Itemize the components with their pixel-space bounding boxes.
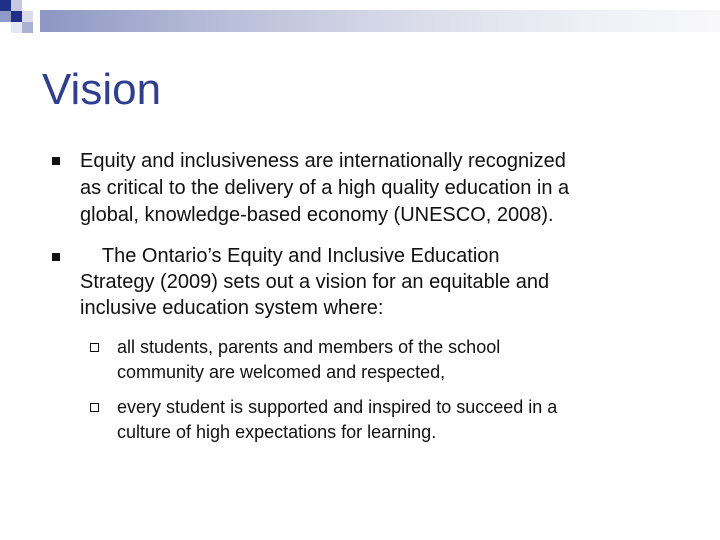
hollow-square-bullet-icon bbox=[90, 403, 99, 412]
header-decor-square bbox=[22, 22, 33, 33]
header-decor-square bbox=[0, 11, 11, 22]
sub-bullet-1-line-2: community are welcomed and respected, bbox=[117, 362, 446, 382]
header-decor-square bbox=[11, 0, 22, 11]
sub-bullet-1-line-1: all students, parents and members of the school bbox=[117, 337, 501, 357]
header-decor-square bbox=[11, 11, 22, 22]
bullet-1-line-2: as critical to the delivery of a high quality education in a bbox=[80, 177, 570, 199]
square-bullet-icon bbox=[52, 253, 60, 261]
header-decor-square bbox=[0, 0, 11, 11]
header-decor-square bbox=[22, 11, 33, 22]
sub-bullet-2-line-1: every student is supported and inspired to succeed in a bbox=[117, 397, 558, 417]
bullet-1-line-1: Equity and inclusiveness are internationally recognized bbox=[80, 150, 566, 172]
slide-title: Vision bbox=[42, 65, 162, 114]
bullet-2-line-2: Strategy (2009) sets out a vision for an equitable and bbox=[80, 271, 550, 293]
square-bullet-icon bbox=[52, 157, 60, 165]
sub-bullet-2-line-2: culture of high expectations for learning. bbox=[117, 422, 437, 442]
header-decor-square bbox=[11, 22, 22, 33]
header-gradient-band bbox=[40, 10, 720, 32]
bullet-1-line-3: global, knowledge-based economy (UNESCO, 2008). bbox=[80, 204, 554, 226]
bullet-2-line-3: inclusive education system where: bbox=[80, 297, 384, 319]
hollow-square-bullet-icon bbox=[90, 343, 99, 352]
bullet-2-line-1: The Ontario’s Equity and Inclusive Education bbox=[80, 245, 500, 267]
